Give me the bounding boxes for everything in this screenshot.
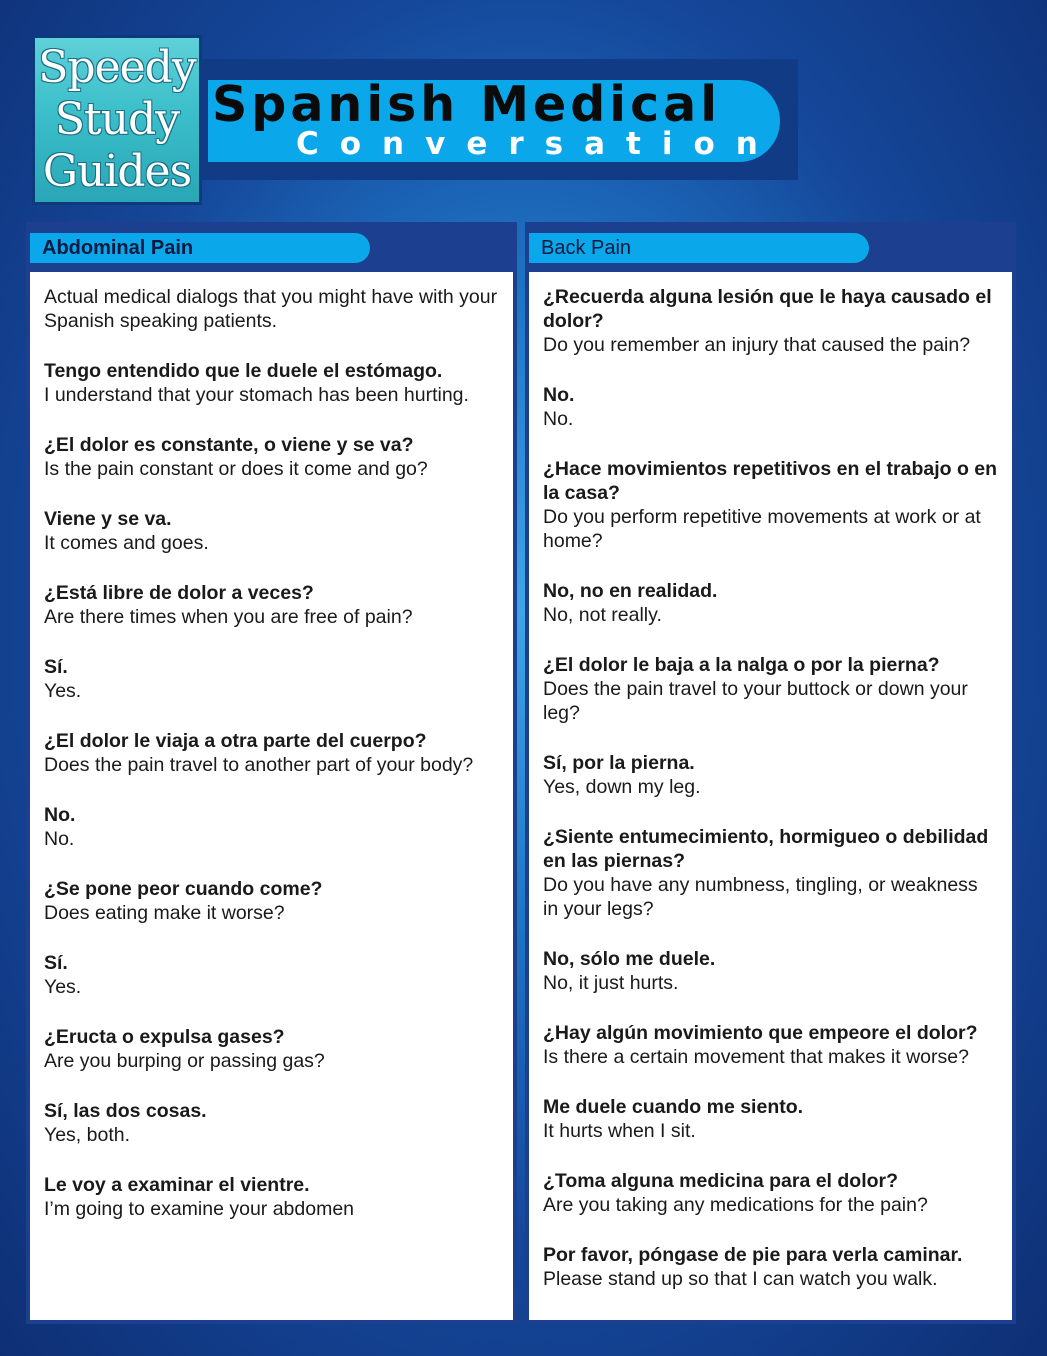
dialog-entry <box>543 1169 998 1217</box>
dialog-entry <box>44 951 499 999</box>
english-translation: Yes. <box>44 976 82 998</box>
spanish-phrase: No. <box>44 804 76 826</box>
spanish-phrase: No. <box>543 384 575 406</box>
spanish-phrase: Por favor, póngase de pie para verla caminar. <box>543 1244 963 1266</box>
dialog-entry <box>543 1095 998 1143</box>
english-translation: I understand that your stomach has been hurting. <box>44 384 469 406</box>
dialog-entry <box>44 1025 499 1073</box>
logo-line-1: Speedy <box>38 42 196 93</box>
english-translation: It hurts when I sit. <box>543 1120 696 1142</box>
english-translation: Is the pain constant or does it come and go? <box>44 458 428 480</box>
spanish-phrase: ¿El dolor le baja a la nalga o por la pierna? <box>543 654 940 676</box>
dialog-entry <box>44 581 499 629</box>
spanish-phrase: Viene y se va. <box>44 508 172 530</box>
dialog-entry <box>543 457 998 553</box>
dialog-entry <box>543 825 998 921</box>
spanish-phrase: Sí. <box>44 656 68 678</box>
logo-line-2: Study <box>54 94 180 145</box>
intro-text-body: Actual medical dialogs that you might have with your Spanish speaking patients. <box>44 286 498 332</box>
english-translation: Yes, down my leg. <box>543 776 701 798</box>
english-translation: It comes and goes. <box>44 532 209 554</box>
dialog-entry <box>543 285 998 357</box>
spanish-phrase: Sí, por la pierna. <box>543 752 695 774</box>
spanish-phrase: Sí, las dos cosas. <box>44 1100 207 1122</box>
dialog-entry <box>44 433 499 481</box>
spanish-phrase: ¿Se pone peor cuando come? <box>44 878 323 900</box>
dialog-entry <box>44 1173 499 1221</box>
dialog-entry <box>44 803 499 851</box>
english-translation: Yes, both. <box>44 1124 131 1146</box>
dialog-list <box>44 359 499 1221</box>
logo-line-3: Guides <box>42 146 192 197</box>
english-translation: Please stand up so that I can watch you walk. <box>543 1268 938 1290</box>
panel-body <box>529 272 1012 1320</box>
dialog-entry <box>44 729 499 777</box>
english-translation: Are there times when you are free of pain? <box>44 606 413 628</box>
english-translation: No, not really. <box>543 604 662 626</box>
english-translation: Do you remember an injury that caused the pain? <box>543 334 971 356</box>
dialog-entry <box>543 653 998 725</box>
page-subtitle: Conversation <box>296 126 779 162</box>
panel-header-back-pain: Back Pain <box>529 233 869 263</box>
spanish-phrase: ¿Eructa o expulsa gases? <box>44 1026 285 1048</box>
panel-body <box>30 272 513 1320</box>
spanish-phrase: Tengo entendido que le duele el estómago. <box>44 360 443 382</box>
spanish-phrase: ¿Recuerda alguna lesión que le haya causado el dolor? <box>543 286 992 332</box>
spanish-phrase: ¿El dolor es constante, o viene y se va? <box>44 434 414 456</box>
spanish-phrase: No, no en realidad. <box>543 580 718 602</box>
english-translation: I’m going to examine your abdomen <box>44 1198 355 1220</box>
english-translation: Do you perform repetitive movements at work or at home? <box>543 506 981 552</box>
english-translation: No. <box>543 408 574 430</box>
english-translation: Does the pain travel to another part of your body? <box>44 754 474 776</box>
dialog-entry <box>543 751 998 799</box>
english-translation: Yes. <box>44 680 82 702</box>
spanish-phrase: Sí. <box>44 952 68 974</box>
spanish-phrase: No, sólo me duele. <box>543 948 716 970</box>
english-translation: No, it just hurts. <box>543 972 679 994</box>
dialog-entry <box>44 507 499 555</box>
back-pain-panel <box>525 222 1016 1324</box>
spanish-phrase: Me duele cuando me siento. <box>543 1096 804 1118</box>
spanish-phrase: ¿Hay algún movimiento que empeore el dolor? <box>543 1022 978 1044</box>
dialog-entry <box>543 579 998 627</box>
speedy-study-guides-logo <box>32 35 202 205</box>
english-translation: Does the pain travel to your buttock or down your leg? <box>543 678 968 724</box>
dialog-entry <box>44 877 499 925</box>
english-translation: No. <box>44 828 75 850</box>
dialog-entry <box>543 1021 998 1069</box>
dialog-entry <box>44 1099 499 1147</box>
dialog-entry <box>543 383 998 431</box>
dialog-list <box>543 285 998 1291</box>
dialog-entry <box>543 1243 998 1291</box>
spanish-phrase: ¿Toma alguna medicina para el dolor? <box>543 1170 899 1192</box>
english-translation: Do you have any numbness, tingling, or weakness in your legs? <box>543 874 978 920</box>
intro-text <box>44 285 499 333</box>
spanish-phrase: ¿Siente entumecimiento, hormigueo o debilidad en las piernas? <box>543 826 989 872</box>
spanish-phrase: Le voy a examinar el vientre. <box>44 1174 310 1196</box>
spanish-phrase: ¿El dolor le viaja a otra parte del cuerpo? <box>44 730 427 752</box>
dialog-entry <box>44 655 499 703</box>
english-translation: Does eating make it worse? <box>44 902 285 924</box>
spanish-phrase: ¿Está libre de dolor a veces? <box>44 582 314 604</box>
dialog-entry <box>44 359 499 407</box>
panel-header-abdominal-pain: Abdominal Pain <box>30 233 370 263</box>
spanish-phrase: ¿Hace movimientos repetitivos en el trabajo o en la casa? <box>543 458 998 504</box>
english-translation: Are you burping or passing gas? <box>44 1050 325 1072</box>
english-translation: Are you taking any medications for the pain? <box>543 1194 928 1216</box>
dialog-entry <box>543 947 998 995</box>
english-translation: Is there a certain movement that makes it worse? <box>543 1046 969 1068</box>
abdominal-pain-panel <box>26 222 517 1324</box>
page-title: Spanish Medical <box>212 76 721 133</box>
